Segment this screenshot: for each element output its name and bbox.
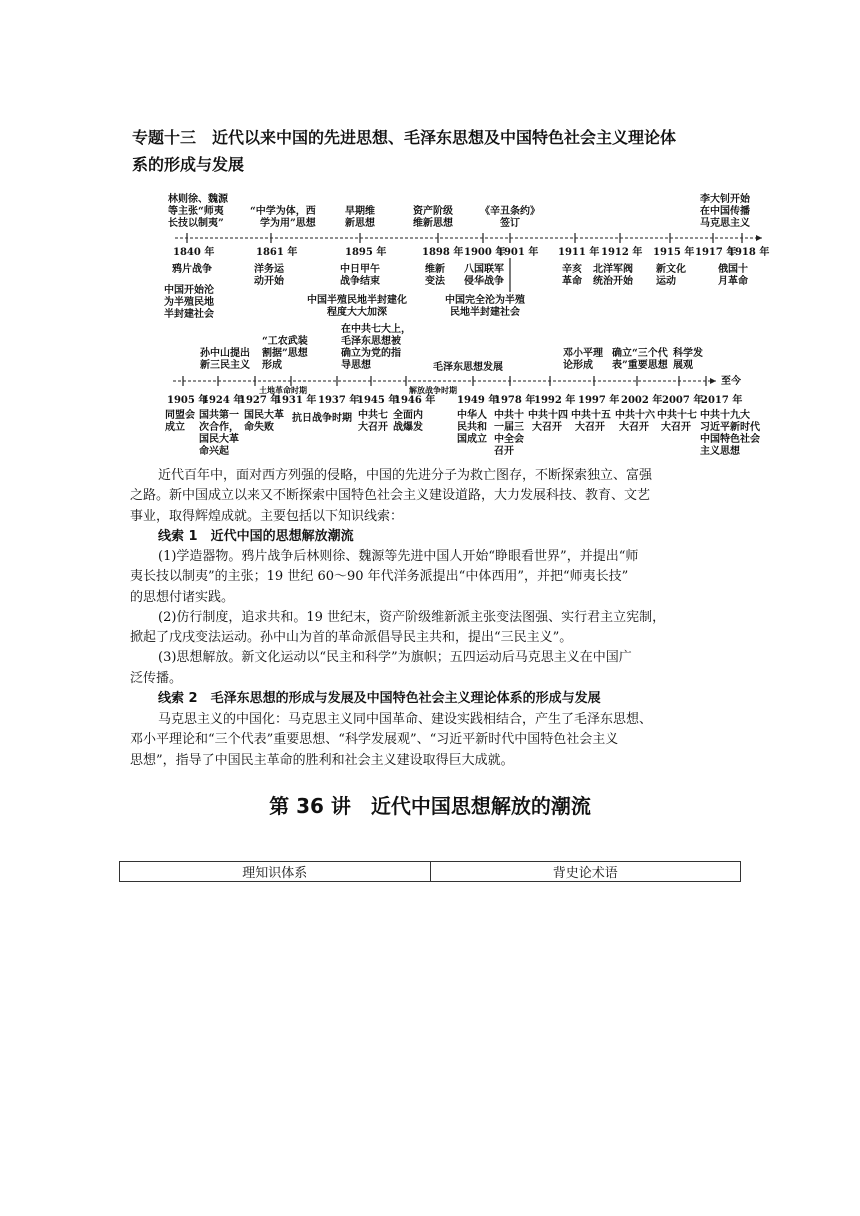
tl1-below-4: 中国半殖民地半封建化 程度大大加深 (307, 295, 407, 318)
tl2-below-1: 国共第一 次合作， 国民大革 命兴起 (199, 410, 239, 457)
clue1-heading: 线索 1 近代中国的思想解放潮流 (158, 529, 354, 544)
tl1-below-1: 中国开始沦 为半殖民地 半封建社会 (164, 285, 214, 320)
tl2-year-4: 1937 年 (318, 395, 360, 406)
tl2-below-12: 中共十九大 习近平新时代 中国特色社会 主义思想 (700, 410, 760, 457)
tl2-above-3: 毛泽东思想发展 (433, 362, 503, 373)
tl1-below-10: 新文化 运动 (656, 264, 686, 287)
tl1-year-9: 1917 年 (695, 247, 737, 258)
tl1-below-9: 北洋军阀 统治开始 (593, 264, 633, 287)
tl1-year-10: 1918 年 (728, 247, 770, 258)
tl2-year-10: 1997 年 (578, 395, 620, 406)
topic-title-line2: 系的形成与发展 (132, 155, 245, 174)
tl1-below-0: 鸦片战争 (172, 264, 212, 275)
tl2-year-1: 1924 年 (202, 395, 244, 406)
tl2-year-7: 1949 年 (457, 395, 499, 406)
tl1-below-3: 中日甲午 战争结束 (340, 264, 380, 287)
tl1-year-1: 1861 年 (256, 247, 298, 258)
tl2-below-4: 中共七 大召开 (358, 410, 388, 433)
tl2-year-12: 2007 年 (662, 395, 704, 406)
tl1-year-8: 1915 年 (653, 247, 695, 258)
table-header-terminology: 背史论术语 (430, 862, 741, 882)
tl2-below-0: 同盟会 成立 (165, 410, 195, 433)
tl2-below-2: 国民大革 命失败 (244, 410, 284, 433)
lecture-title: 第 36 讲 近代中国思想解放的潮流 (269, 794, 591, 818)
tl2-above-1: “工农武装 割据”思想 形成 (262, 336, 308, 371)
tl1-year-5: 1901 年 (497, 247, 539, 258)
tl1-year-7: 1912 年 (601, 247, 643, 258)
tl2-year-8: 1978 年 (494, 395, 536, 406)
tl2-year-0: 1905 年 (167, 395, 209, 406)
tl1-above-3: 资产阶级 维新思想 (413, 206, 453, 229)
tl2-above-5: 确立“三个代 表”重要思想 (612, 348, 668, 371)
tl2-above-0: 孙中山提出 新三民主义 (200, 348, 250, 371)
tl1-below-7: 中国完全沦为半殖 民地半封建社会 (445, 295, 525, 318)
tl2-period-land-revolution: 土地革命时期 (259, 385, 307, 395)
tl1-below-11: 俄国十 月革命 (718, 264, 748, 287)
tl2-year-13: 2017 年 (701, 395, 743, 406)
tl2-below-11: 中共十七 大召开 (657, 410, 697, 433)
clue2-body: 马克思主义的中国化：马克思主义同中国革命、建设实践相结合，产生了毛泽东思想、 邓小平理论和“三个代表”重要思想、“科学发展观”、“习近平新时代中国特色社会主义 思想”，指导了中国民主革命的胜利和社会主义建设取得巨大成就。 (130, 712, 653, 768)
timeline-2-axis (0, 0, 860, 440)
tl2-year-2: 1927 年 (239, 395, 281, 406)
tl1-below-2: 洋务运 动开始 (254, 264, 284, 287)
tl2-end-label: 至今 (721, 376, 741, 387)
tl1-year-0: 1840 年 (173, 247, 215, 258)
clue2-heading: 线索 2 毛泽东思想的形成与发展及中国特色社会主义理论体系的形成与发展 (158, 691, 601, 706)
table-header-knowledge-system: 理知识体系 (120, 862, 431, 882)
tl1-below-8: 辛亥 革命 (562, 264, 582, 287)
tl2-below-7: 中共十 一届三 中全会 召开 (494, 410, 524, 457)
tl2-below-5: 全面内 战爆发 (393, 410, 423, 433)
knowledge-table (119, 861, 741, 882)
tl2-above-6: 科学发 展观 (673, 348, 703, 371)
tl2-above-2: 在中共七大上， 毛泽东思想被 确立为党的指 导思想 (341, 324, 411, 371)
tl1-above-5: 李大钊开始 在中国传播 马克思主义 (700, 194, 750, 229)
intro-paragraph: 近代百年中，面对西方列强的侵略，中国的先进分子为救亡图存，不断探索独立、富强 之路。新中国成立以来又不断探索中国特色社会主义建设道路，大力发展科技、教育、文艺 事业，取得辉煌成就。主要包括以下知识线索： (130, 468, 653, 524)
tl2-year-5: 1945 年 (357, 395, 399, 406)
tl2-year-6: 1946 年 (394, 395, 436, 406)
tl2-period-liberation-war: 解放战争时期 (409, 385, 457, 395)
tl1-year-4: 1900 年 (464, 247, 506, 258)
tl1-year-3: 1898 年 (422, 247, 464, 258)
tl1-above-0: 林则徐、魏源 等主张“师夷 长技以制夷” (168, 194, 228, 229)
tl1-above-1: “中学为体，西 学为用”思想 (250, 206, 316, 229)
tl2-year-9: 1992 年 (534, 395, 576, 406)
tl2-above-4: 邓小平理 论形成 (563, 348, 603, 371)
tl2-below-10: 中共十六 大召开 (615, 410, 655, 433)
tl1-above-4: 《辛丑条约》 签订 (480, 206, 540, 229)
topic-title-line1: 专题十三 近代以来中国的先进思想、毛泽东思想及中国特色社会主义理论体 (132, 128, 677, 147)
tl1-below-6: 八国联军 侵华战争 (464, 264, 504, 287)
clue1-body: (1)学造器物。鸦片战争后林则徐、魏源等先进中国人开始“睁眼看世界”，并提出“师 夷长技以制夷”的主张；19 世纪 60～90 年代洋务派提出“中体西用”，并把“师夷长技” 的思想付诸实践。 (2)仿行制度，追求共和。19 世纪末，资产阶级维新派主张变法图强、实行君主立宪制， 掀起了戊戌变法运动。孙中山为首的革命派倡导民主共和，提出“三民主义”。 (3)思想解放。新文化运动以“民主和科学”为旗帜；五四运动后马克思主义在中国广 泛传播。 (130, 549, 666, 686)
tl1-year-6: 1911 年 (558, 247, 600, 258)
tl2-below-3: 抗日战争时期 (292, 413, 352, 424)
tl2-year-11: 2002 年 (621, 395, 663, 406)
tl2-below-9: 中共十五 大召开 (571, 410, 611, 433)
tl2-below-8: 中共十四 大召开 (528, 410, 568, 433)
tl2-below-6: 中华人 民共和 国成立 (457, 410, 487, 445)
tl1-below-5: 维新 变法 (425, 264, 445, 287)
tl1-year-2: 1895 年 (345, 247, 387, 258)
tl2-year-3: 1931 年 (275, 395, 317, 406)
tl1-above-2: 早期维 新思想 (345, 206, 375, 229)
